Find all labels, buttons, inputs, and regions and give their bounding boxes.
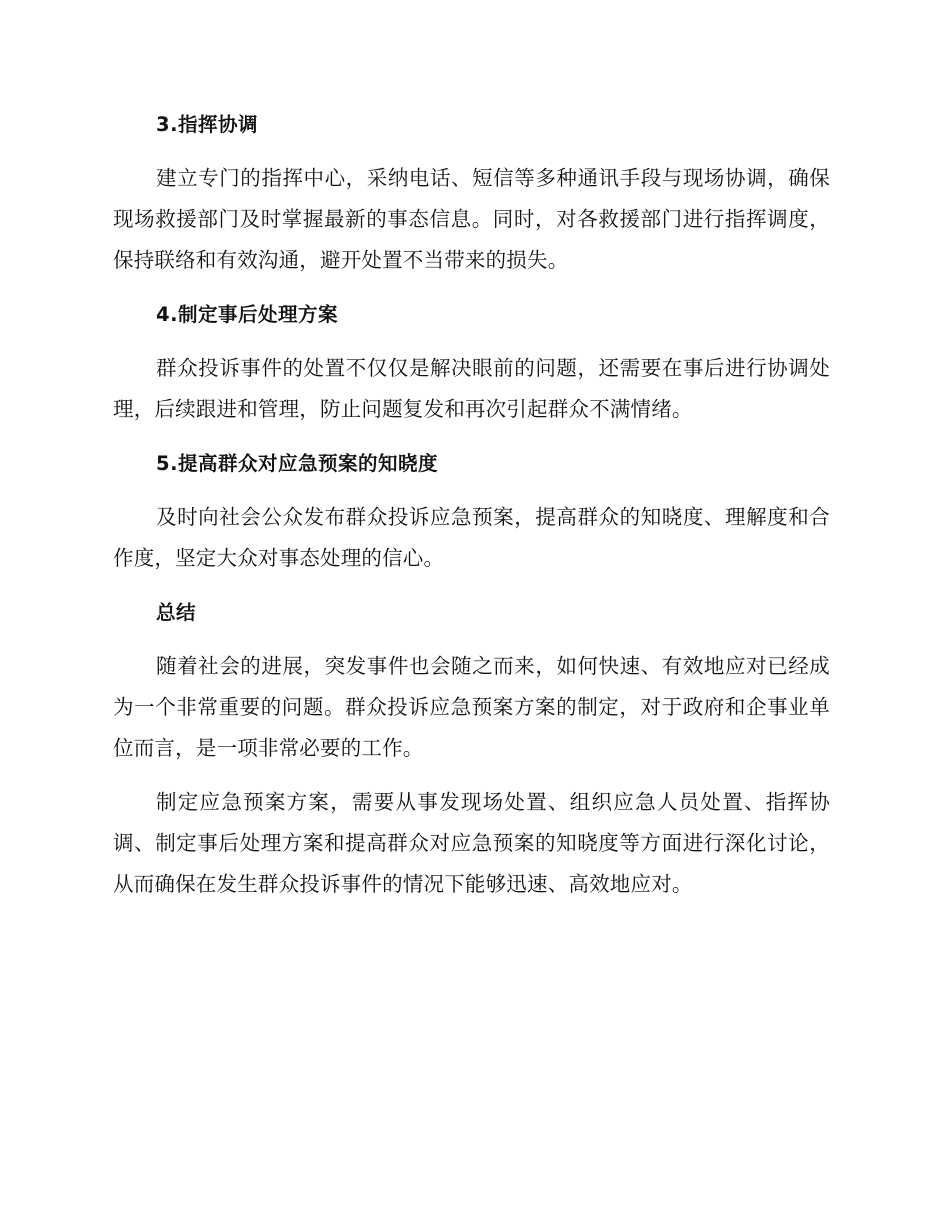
section-heading-aftermath-plan: 4.制定事后处理方案 [156, 303, 338, 326]
paragraph-aftermath-plan: 群众投诉事件的处置不仅仅是解决眼前的问题，还需要在事后进行协调处理，后续跟进和管理，防止问题复发和再次引起群众不满情绪。 [113, 356, 830, 421]
section-heading-summary: 总结 [156, 601, 197, 624]
paragraph-public-awareness: 及时向社会公众发布群众投诉应急预案，提高群众的知晓度、理解度和合作度，坚定大众对事态处理的信心。 [113, 505, 830, 570]
document-body [113, 104, 830, 918]
paragraph-summary-1: 随着社会的进展，突发事件也会随之而来，如何快速、有效地应对已经成为一个非常重要的问题。群众投诉应急预案方案的制定，对于政府和企事业单位而言，是一项非常必要的工作。 [113, 654, 830, 760]
paragraph-summary-2: 制定应急预案方案，需要从事发现场处置、组织应急人员处置、指挥协调、制定事后处理方案和提高群众对应急预案的知晓度等方面进行深化讨论，从而确保在发生群众投诉事件的情况下能够迅速、高效地应对。 [113, 790, 830, 896]
paragraph-command-coordination: 建立专门的指挥中心，采纳电话、短信等多种通讯手段与现场协调，确保现场救援部门及时掌握最新的事态信息。同时，对各救援部门进行指挥调度，保持联络和有效沟通，避开处置不当带来的损失。 [113, 166, 830, 272]
section-heading-command-coordination: 3.指挥协调 [156, 113, 258, 136]
section-heading-public-awareness: 5.提高群众对应急预案的知晓度 [156, 452, 438, 475]
